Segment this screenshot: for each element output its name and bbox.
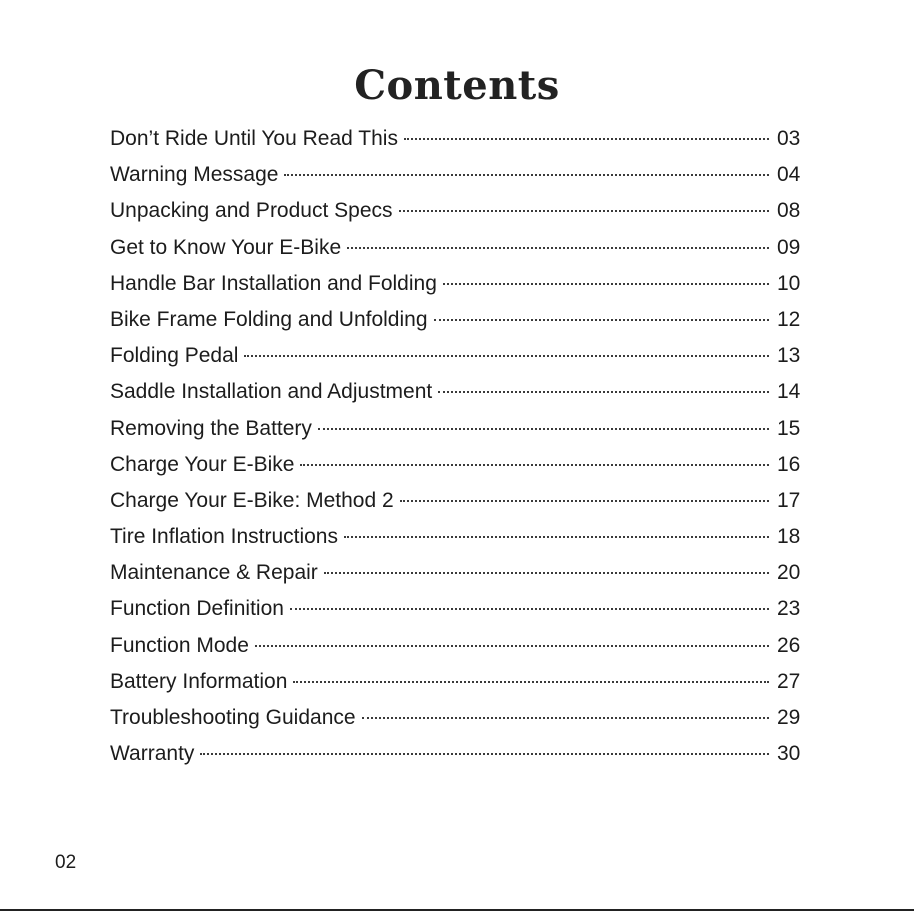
dot-leader <box>293 681 769 683</box>
dot-leader <box>244 355 769 357</box>
toc-entry[interactable] <box>110 519 803 555</box>
toc-entry-label: Removing the Battery <box>110 416 312 440</box>
toc-entry-label: Function Definition <box>110 597 284 621</box>
toc-entry-page: 14 <box>777 380 801 404</box>
toc-entry[interactable] <box>110 591 803 627</box>
dot-leader <box>200 753 769 755</box>
dot-leader <box>438 391 769 393</box>
toc-entry[interactable] <box>110 736 803 772</box>
toc-entry-page: 08 <box>777 199 801 223</box>
toc-entry-label: Maintenance & Repair <box>110 561 318 585</box>
dot-leader <box>255 645 769 647</box>
toc-entry[interactable] <box>110 411 803 447</box>
toc-entry-page: 10 <box>777 271 801 295</box>
toc-entry-label: Troubleshooting Guidance <box>110 706 356 729</box>
dot-leader <box>404 138 769 140</box>
bottom-divider <box>0 909 914 911</box>
dot-leader <box>318 428 769 430</box>
toc-entry-page: 26 <box>777 633 801 657</box>
toc-entry-label: Warranty <box>110 742 195 766</box>
toc-entry-page: 12 <box>777 307 801 331</box>
toc-entry[interactable] <box>110 157 803 193</box>
dot-leader <box>434 319 769 321</box>
dot-leader <box>347 247 769 249</box>
toc-entry-page: 27 <box>777 669 801 693</box>
toc-entry-label: Battery Information <box>110 669 288 693</box>
toc-entry[interactable] <box>110 374 803 410</box>
toc-entry-label: Warning Message <box>110 163 279 187</box>
dot-leader <box>344 536 769 538</box>
toc-entry[interactable] <box>110 700 803 736</box>
dot-leader <box>400 500 769 502</box>
toc-entry-label: Get to Know Your E-Bike <box>110 235 342 259</box>
toc-entry-page: 03 <box>777 127 801 150</box>
toc-entry[interactable] <box>110 338 803 374</box>
toc-entry-page: 13 <box>777 344 801 368</box>
toc-entry[interactable] <box>110 628 803 664</box>
toc-entry[interactable] <box>110 664 803 700</box>
toc-entry-label: Handle Bar Installation and Folding <box>110 271 437 295</box>
dot-leader <box>284 174 769 176</box>
page-title: Contents <box>354 62 560 109</box>
toc-entry-page: 16 <box>777 452 801 476</box>
toc-entry-label: Tire Inflation Instructions <box>110 525 338 549</box>
toc-entry[interactable] <box>110 447 803 483</box>
toc-entry[interactable] <box>110 483 803 519</box>
toc-entry[interactable] <box>110 193 803 229</box>
toc-entry[interactable] <box>110 302 803 338</box>
toc-entry-label: Function Mode <box>110 633 249 657</box>
dot-leader <box>300 464 769 466</box>
page-number: 02 <box>55 852 77 873</box>
toc-entry-page: 23 <box>777 597 801 621</box>
toc-entry-label: Unpacking and Product Specs <box>110 199 393 223</box>
toc-entry-page: 29 <box>777 706 801 729</box>
toc-entry-label: Folding Pedal <box>110 344 239 368</box>
toc-entry-page: 09 <box>777 235 801 259</box>
toc-entry-page: 04 <box>777 163 801 187</box>
dot-leader <box>290 608 769 610</box>
toc-entry-label: Charge Your E-Bike: Method 2 <box>110 488 394 512</box>
toc-entry[interactable] <box>110 121 803 157</box>
toc-entry-page: 30 <box>777 742 801 766</box>
toc-entry-label: Charge Your E-Bike <box>110 452 295 476</box>
toc-entry-label: Saddle Installation and Adjustment <box>110 380 433 404</box>
toc-entry-page: 17 <box>777 488 801 512</box>
toc-entry-label: Bike Frame Folding and Unfolding <box>110 307 428 331</box>
toc-entry[interactable] <box>110 230 803 266</box>
toc-entry-page: 20 <box>777 561 801 585</box>
toc-entry-label: Don’t Ride Until You Read This <box>110 127 398 150</box>
dot-leader <box>324 572 769 574</box>
dot-leader <box>443 283 769 285</box>
dot-leader <box>399 210 769 212</box>
toc-entry-page: 15 <box>777 416 801 440</box>
table-of-contents <box>110 121 803 772</box>
toc-entry-page: 18 <box>777 525 801 549</box>
toc-entry[interactable] <box>110 266 803 302</box>
toc-entry[interactable] <box>110 555 803 591</box>
dot-leader <box>362 717 769 719</box>
